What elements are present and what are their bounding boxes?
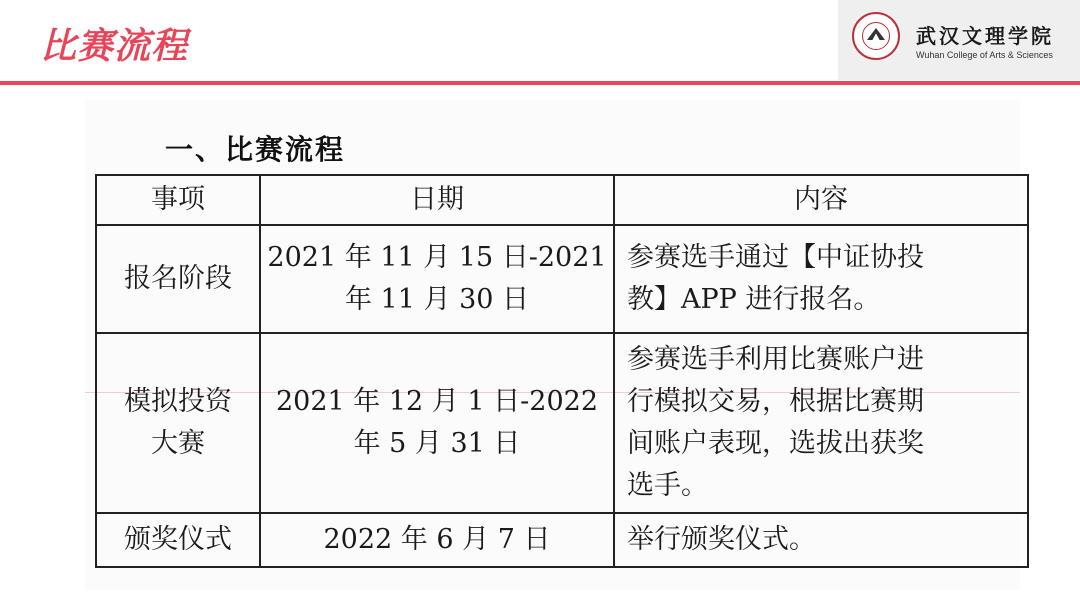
row-content bbox=[614, 225, 1028, 333]
row-date: 2022 年 6 月 7 日 bbox=[260, 513, 614, 567]
row-date bbox=[260, 225, 614, 333]
column-header-item: 事项 bbox=[96, 175, 260, 225]
table-row bbox=[96, 225, 1028, 333]
row-content-line: 参赛选手利用比赛账户进 bbox=[627, 344, 924, 376]
column-header-content: 内容 bbox=[614, 175, 1028, 225]
column-header-date: 日期 bbox=[260, 175, 614, 225]
row-item-line: 模拟投资 bbox=[124, 386, 232, 418]
row-item: 报名阶段 bbox=[96, 225, 260, 333]
college-seal-icon bbox=[852, 12, 900, 60]
row-date-line: 年 5 月 31 日 bbox=[353, 428, 521, 459]
table-row bbox=[96, 333, 1028, 513]
row-content-line: 选手。 bbox=[627, 469, 708, 501]
college-name-en: Wuhan College of Arts & Sciences bbox=[916, 50, 1053, 60]
slide-title: 比赛流程 bbox=[40, 26, 189, 67]
table-header-row bbox=[96, 175, 1028, 225]
college-logo bbox=[838, 0, 1080, 80]
header-divider bbox=[0, 81, 1080, 85]
row-date bbox=[260, 333, 614, 513]
row-date-line: 年 11 月 30 日 bbox=[344, 284, 530, 315]
document-heading: 一、比赛流程 bbox=[165, 133, 346, 166]
row-content-line: 教】APP 进行报名。 bbox=[627, 284, 881, 315]
row-content-line: 行模拟交易，根据比赛期 bbox=[627, 386, 924, 418]
row-item: 颁奖仪式 bbox=[96, 513, 260, 567]
row-date-line: 2021 年 12 月 1 日-2022 bbox=[276, 386, 598, 418]
row-content bbox=[614, 333, 1028, 513]
row-item bbox=[96, 333, 260, 513]
college-name-cn: 武汉文理学院 bbox=[916, 24, 1054, 48]
row-content-line: 间账户表现，选拔出获奖 bbox=[627, 428, 924, 459]
row-date-line: 2021 年 11 月 15 日-2021 bbox=[267, 242, 607, 274]
row-content-line: 参赛选手通过【中证协投 bbox=[627, 242, 924, 274]
row-item-line: 大赛 bbox=[151, 428, 205, 459]
schedule-table bbox=[95, 174, 1029, 568]
table-row bbox=[96, 513, 1028, 567]
row-content: 举行颁奖仪式。 bbox=[614, 513, 1028, 567]
